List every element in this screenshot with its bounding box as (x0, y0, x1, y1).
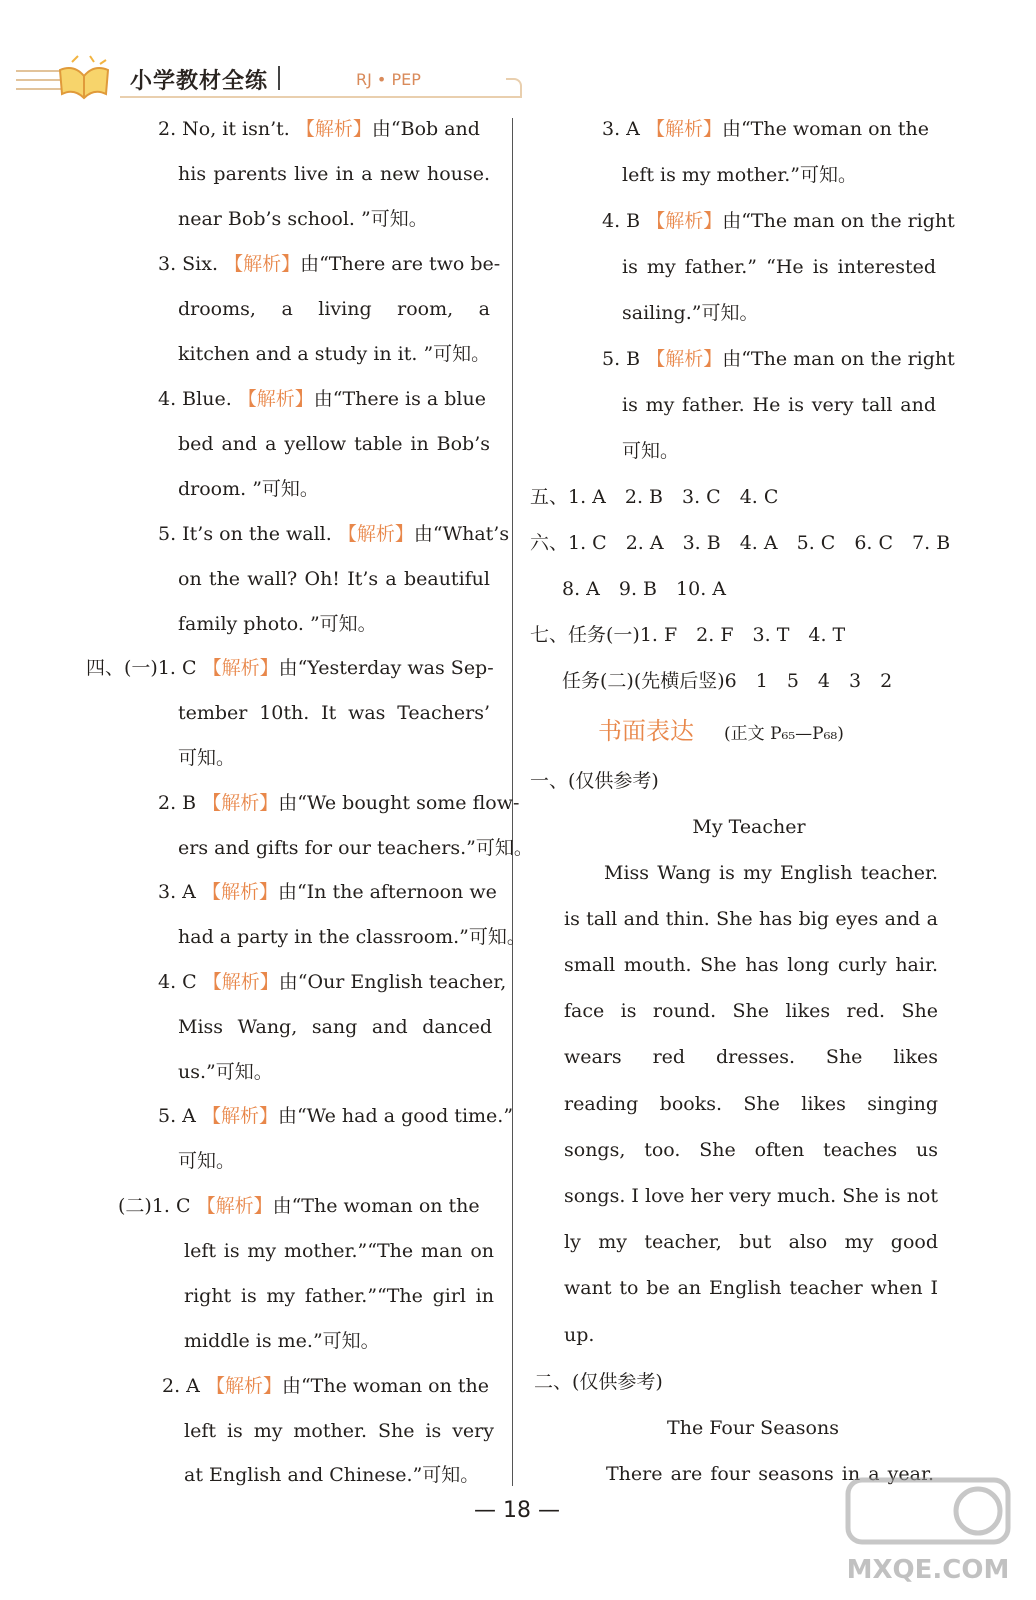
essay-line: reading books. She likes singing (564, 1093, 938, 1115)
essay-line: face is round. She likes red. She (564, 1000, 938, 1022)
answer-line: bed and a yellow table in Bob’s (178, 433, 490, 455)
answer-line: at English and Chinese.”可知。 (184, 1464, 480, 1486)
answer-line: family photo. ”可知。 (178, 613, 377, 635)
page-number: — 18 — (474, 1498, 560, 1523)
essay-line: small mouth. She has long curly hair. (564, 954, 938, 976)
essay-line: songs, too. She often teaches us (564, 1139, 938, 1161)
section-heading: 书面表达 (正文 P₆₅—P₆₈) (598, 717, 844, 745)
answer-line: 4. C 【解析】由“Our English teacher, (158, 971, 507, 993)
answer-line: 5. B 【解析】由“The man on the right (602, 348, 955, 370)
answer-line: ers and gifts for our teachers.”可知。 (178, 837, 533, 859)
answer-line: droom. ”可知。 (178, 478, 319, 500)
answer-line: his parents live in a new house. (178, 163, 490, 185)
essay-title: My Teacher (692, 816, 806, 838)
answer-line: 3. A 【解析】由“In the afternoon we (158, 881, 497, 903)
essay-line: Miss Wang is my English teacher. (604, 862, 938, 884)
answer-line: 六、1. C 2. A 3. B 4. A 5. C 6. C 7. B (530, 532, 951, 554)
answer-line: left is my mother. She is very (184, 1420, 494, 1442)
essay-line: is tall and thin. She has big eyes and a (564, 908, 938, 930)
answer-line: had a party in the classroom.”可知。 (178, 926, 526, 948)
answer-line: 四、(一)1. C 【解析】由“Yesterday was Sep- (86, 657, 494, 679)
answer-line: middle is me.”可知。 (184, 1330, 380, 1352)
answer-line: 可知。 (178, 747, 236, 769)
essay-line: ly my teacher, but also my good (564, 1231, 938, 1253)
answer-line: kitchen and a study in it. ”可知。 (178, 343, 491, 365)
answer-line: near Bob’s school. ”可知。 (178, 208, 428, 230)
answer-line: right is my father.”“The girl in (184, 1285, 494, 1307)
answer-line: 8. A 9. B 10. A (562, 578, 726, 600)
svg-text:MXQE.COM: MXQE.COM (846, 1555, 1010, 1585)
essay-line: want to be an English teacher when I (564, 1277, 938, 1299)
watermark-logo (838, 1470, 1018, 1590)
answer-line: 4. Blue. 【解析】由“There is a blue (158, 388, 486, 410)
essay-label: 一、(仅供参考) (530, 770, 659, 792)
open-book-icon (56, 54, 112, 102)
page-header (0, 0, 1036, 110)
answer-line: 七、任务(一)1. F 2. F 3. T 4. T (530, 624, 846, 646)
essay-label: 二、(仅供参考) (534, 1371, 663, 1393)
answer-line: us.”可知。 (178, 1061, 273, 1083)
answer-line: sailing.”可知。 (622, 302, 759, 324)
essay-title: The Four Seasons (667, 1417, 839, 1439)
answer-line: Miss Wang, sang and danced (178, 1016, 492, 1038)
book-title: 小学教材全练 (130, 69, 269, 94)
answer-line: 2. B 【解析】由“We bought some flow- (158, 792, 520, 814)
essay-line: up. (564, 1324, 595, 1346)
answer-line: is my father.” “He is interested (622, 256, 936, 278)
answer-line: left is my mother.”可知。 (622, 164, 858, 186)
answer-line: 任务(二)(先横后竖)6 1 5 4 3 2 (562, 670, 893, 692)
answer-line: 2. A 【解析】由“The woman on the (162, 1375, 490, 1397)
essay-line: There are four seasons in a year. (606, 1463, 934, 1485)
answer-line: drooms, a living room, a (178, 298, 490, 320)
answer-line: 2. No, it isn’t. 【解析】由“Bob and (158, 118, 480, 140)
header-separator (278, 66, 280, 90)
edition-label: RJ • PEP (356, 70, 421, 89)
answer-line: 可知。 (178, 1150, 236, 1172)
answer-line: tember 10th. It was Teachers’ (178, 702, 490, 724)
answer-line: 4. B 【解析】由“The man on the right (602, 210, 955, 232)
header-corner (506, 78, 522, 98)
answer-line: left is my mother.”“The man on (184, 1240, 494, 1262)
answer-line: 5. It’s on the wall. 【解析】由“What’s (158, 523, 510, 545)
answer-line: is my father. He is very tall and (622, 394, 936, 416)
header-rule (120, 96, 520, 98)
essay-line: wears red dresses. She likes (564, 1046, 938, 1068)
answer-line: on the wall? Oh! It’s a beautiful (178, 568, 490, 590)
answer-line: 3. Six. 【解析】由“There are two be- (158, 253, 501, 275)
answer-line: 五、1. A 2. B 3. C 4. C (530, 486, 779, 508)
essay-line: songs. I love her very much. She is not (564, 1185, 938, 1207)
answer-line: (二)1. C 【解析】由“The woman on the (118, 1195, 480, 1217)
answer-line: 可知。 (622, 440, 680, 462)
answer-line: 5. A 【解析】由“We had a good time.” (158, 1105, 514, 1127)
answer-line: 3. A 【解析】由“The woman on the (602, 118, 930, 140)
